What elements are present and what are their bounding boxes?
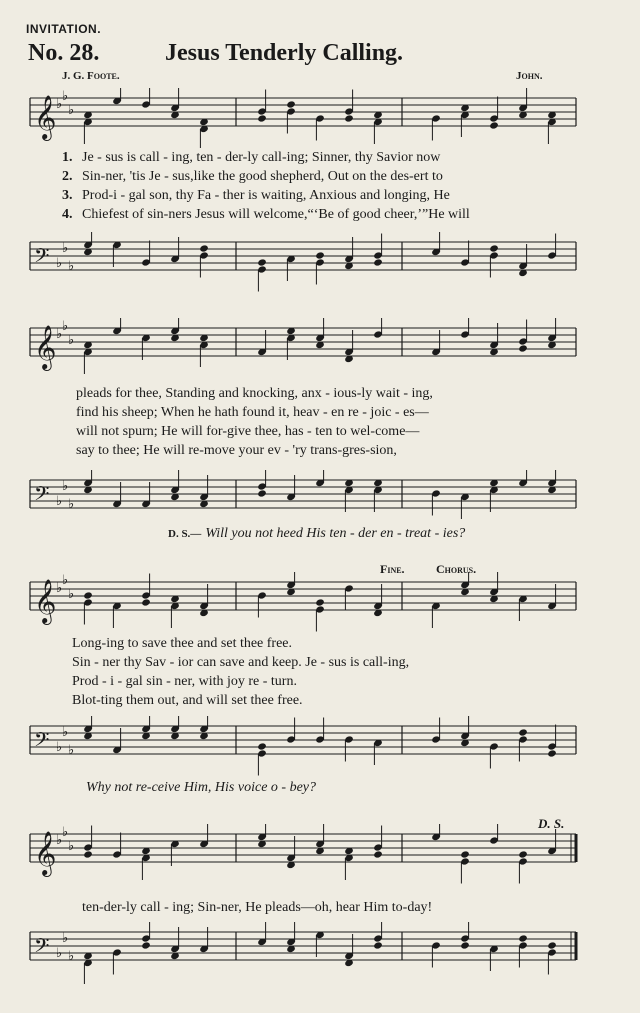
svg-text:𝄞: 𝄞 [34, 95, 57, 139]
system-2-treble-staff [0, 318, 640, 380]
verse-line: 1. Je - sus is call - ing, ten - der-ly call-ing; Sinner, thy Savior now [62, 150, 441, 165]
verse-line: find his sheep; When he hath found it, heav - en re - joic - es— [76, 405, 429, 420]
svg-text:♭: ♭ [56, 327, 63, 342]
verse-line: Sin - ner thy Sav - ior can save and keep. Je - sus is call-ing, [72, 655, 410, 670]
verse-line: say to thee; He will re-move your ev - 'ry trans-gres-sion, [76, 443, 397, 458]
verse-line: 4. Chiefest of sin-ners Jesus will welcome,“‘Be of good cheer,’”He will [62, 207, 470, 222]
verse-line: 3. Prod-i - gal son, thy Fa - ther is waiting, Anxious and longing, He [62, 188, 450, 203]
svg-text:𝄞: 𝄞 [34, 831, 57, 875]
ds-marker: D. S. [538, 816, 565, 831]
verse-line: will not spurn; He will for-give thee, has - ten to wel-come— [76, 424, 420, 439]
svg-text:𝄞: 𝄞 [34, 579, 57, 623]
notation-marks [30, 716, 576, 776]
verse-line: pleads for thee, Standing and knocking, anx - ious-ly wait - ing, [76, 386, 433, 401]
svg-text:♭: ♭ [56, 581, 63, 596]
svg-text:♭: ♭ [68, 103, 75, 118]
svg-text:♭: ♭ [62, 573, 69, 588]
notation-marks [30, 470, 576, 519]
svg-text:♭: ♭ [68, 743, 75, 758]
svg-text:𝄞: 𝄞 [34, 325, 57, 369]
svg-text:♭: ♭ [62, 319, 69, 334]
tune-name: John. [516, 70, 543, 82]
svg-text:♭: ♭ [56, 740, 63, 755]
verse-line: Long-ing to save thee and set thee free. [72, 636, 293, 651]
svg-text:♭: ♭ [62, 931, 69, 946]
section-label: INVITATION. [26, 22, 102, 36]
svg-text:♭: ♭ [68, 587, 75, 602]
svg-text:♭: ♭ [68, 949, 75, 964]
hymn-title: Jesus Tenderly Calling. [165, 40, 404, 66]
svg-text:𝄢: 𝄢 [34, 244, 50, 272]
svg-text:♭: ♭ [62, 479, 69, 494]
system-1-treble-staff [0, 88, 640, 148]
system-4-lyrics [82, 900, 602, 920]
svg-text:♭: ♭ [56, 494, 63, 509]
notation-marks [30, 88, 576, 148]
system-3-lyrics [72, 636, 602, 716]
notation-marks [30, 824, 576, 884]
ds-lyric-line: D. S.— Will you not heed His ten - der en - treat - ies? [168, 526, 466, 541]
svg-text:♭: ♭ [56, 256, 63, 271]
notation-marks [30, 232, 576, 292]
system-3-treble-staff [0, 572, 640, 632]
system-1-lyrics [62, 150, 602, 230]
svg-text:♭: ♭ [62, 89, 69, 104]
svg-text:♭: ♭ [62, 725, 69, 740]
svg-text:𝄢: 𝄢 [34, 934, 50, 962]
notation-marks [30, 318, 576, 374]
svg-text:♭: ♭ [68, 333, 75, 348]
refrain-lyric-line: Why not re-ceive Him, His voice o - bey? [86, 780, 316, 795]
system-3-bass-staff [0, 716, 640, 776]
verse-line: 2. Sin-ner, 'tis Je - sus,like the good shepherd, Out on the des-ert to [62, 169, 443, 184]
system-4-treble-staff [0, 824, 640, 884]
verse-line: ten-der-ly call - ing; Sin-ner, He pleads—oh, hear Him to-day! [82, 900, 433, 915]
svg-text:𝄢: 𝄢 [34, 482, 50, 510]
svg-text:♭: ♭ [68, 839, 75, 854]
chorus-marker: Chorus. [436, 562, 477, 576]
system-2-lyrics [76, 386, 596, 466]
svg-text:♭: ♭ [68, 497, 75, 512]
fine-marker: Fine. [380, 562, 405, 576]
svg-text:♭: ♭ [62, 241, 69, 256]
composer-credit: J. G. Foote. [62, 70, 120, 82]
system-2-bass-staff [0, 470, 640, 526]
svg-text:♭: ♭ [56, 946, 63, 961]
svg-text:♭: ♭ [68, 259, 75, 274]
notation-marks [30, 572, 576, 632]
verse-line: Prod - i - gal sin - ner, with joy re - turn. [72, 674, 297, 689]
svg-text:𝄢: 𝄢 [34, 728, 50, 756]
svg-text:♭: ♭ [56, 97, 63, 112]
notation-marks [30, 922, 576, 984]
system-1-bass-staff [0, 232, 640, 292]
svg-text:♭: ♭ [56, 833, 63, 848]
verse-line: Blot-ting them out, and will set thee free. [72, 693, 303, 708]
svg-text:♭: ♭ [62, 825, 69, 840]
hymn-number: No. 28. [28, 40, 100, 66]
system-4-bass-staff [0, 922, 640, 984]
